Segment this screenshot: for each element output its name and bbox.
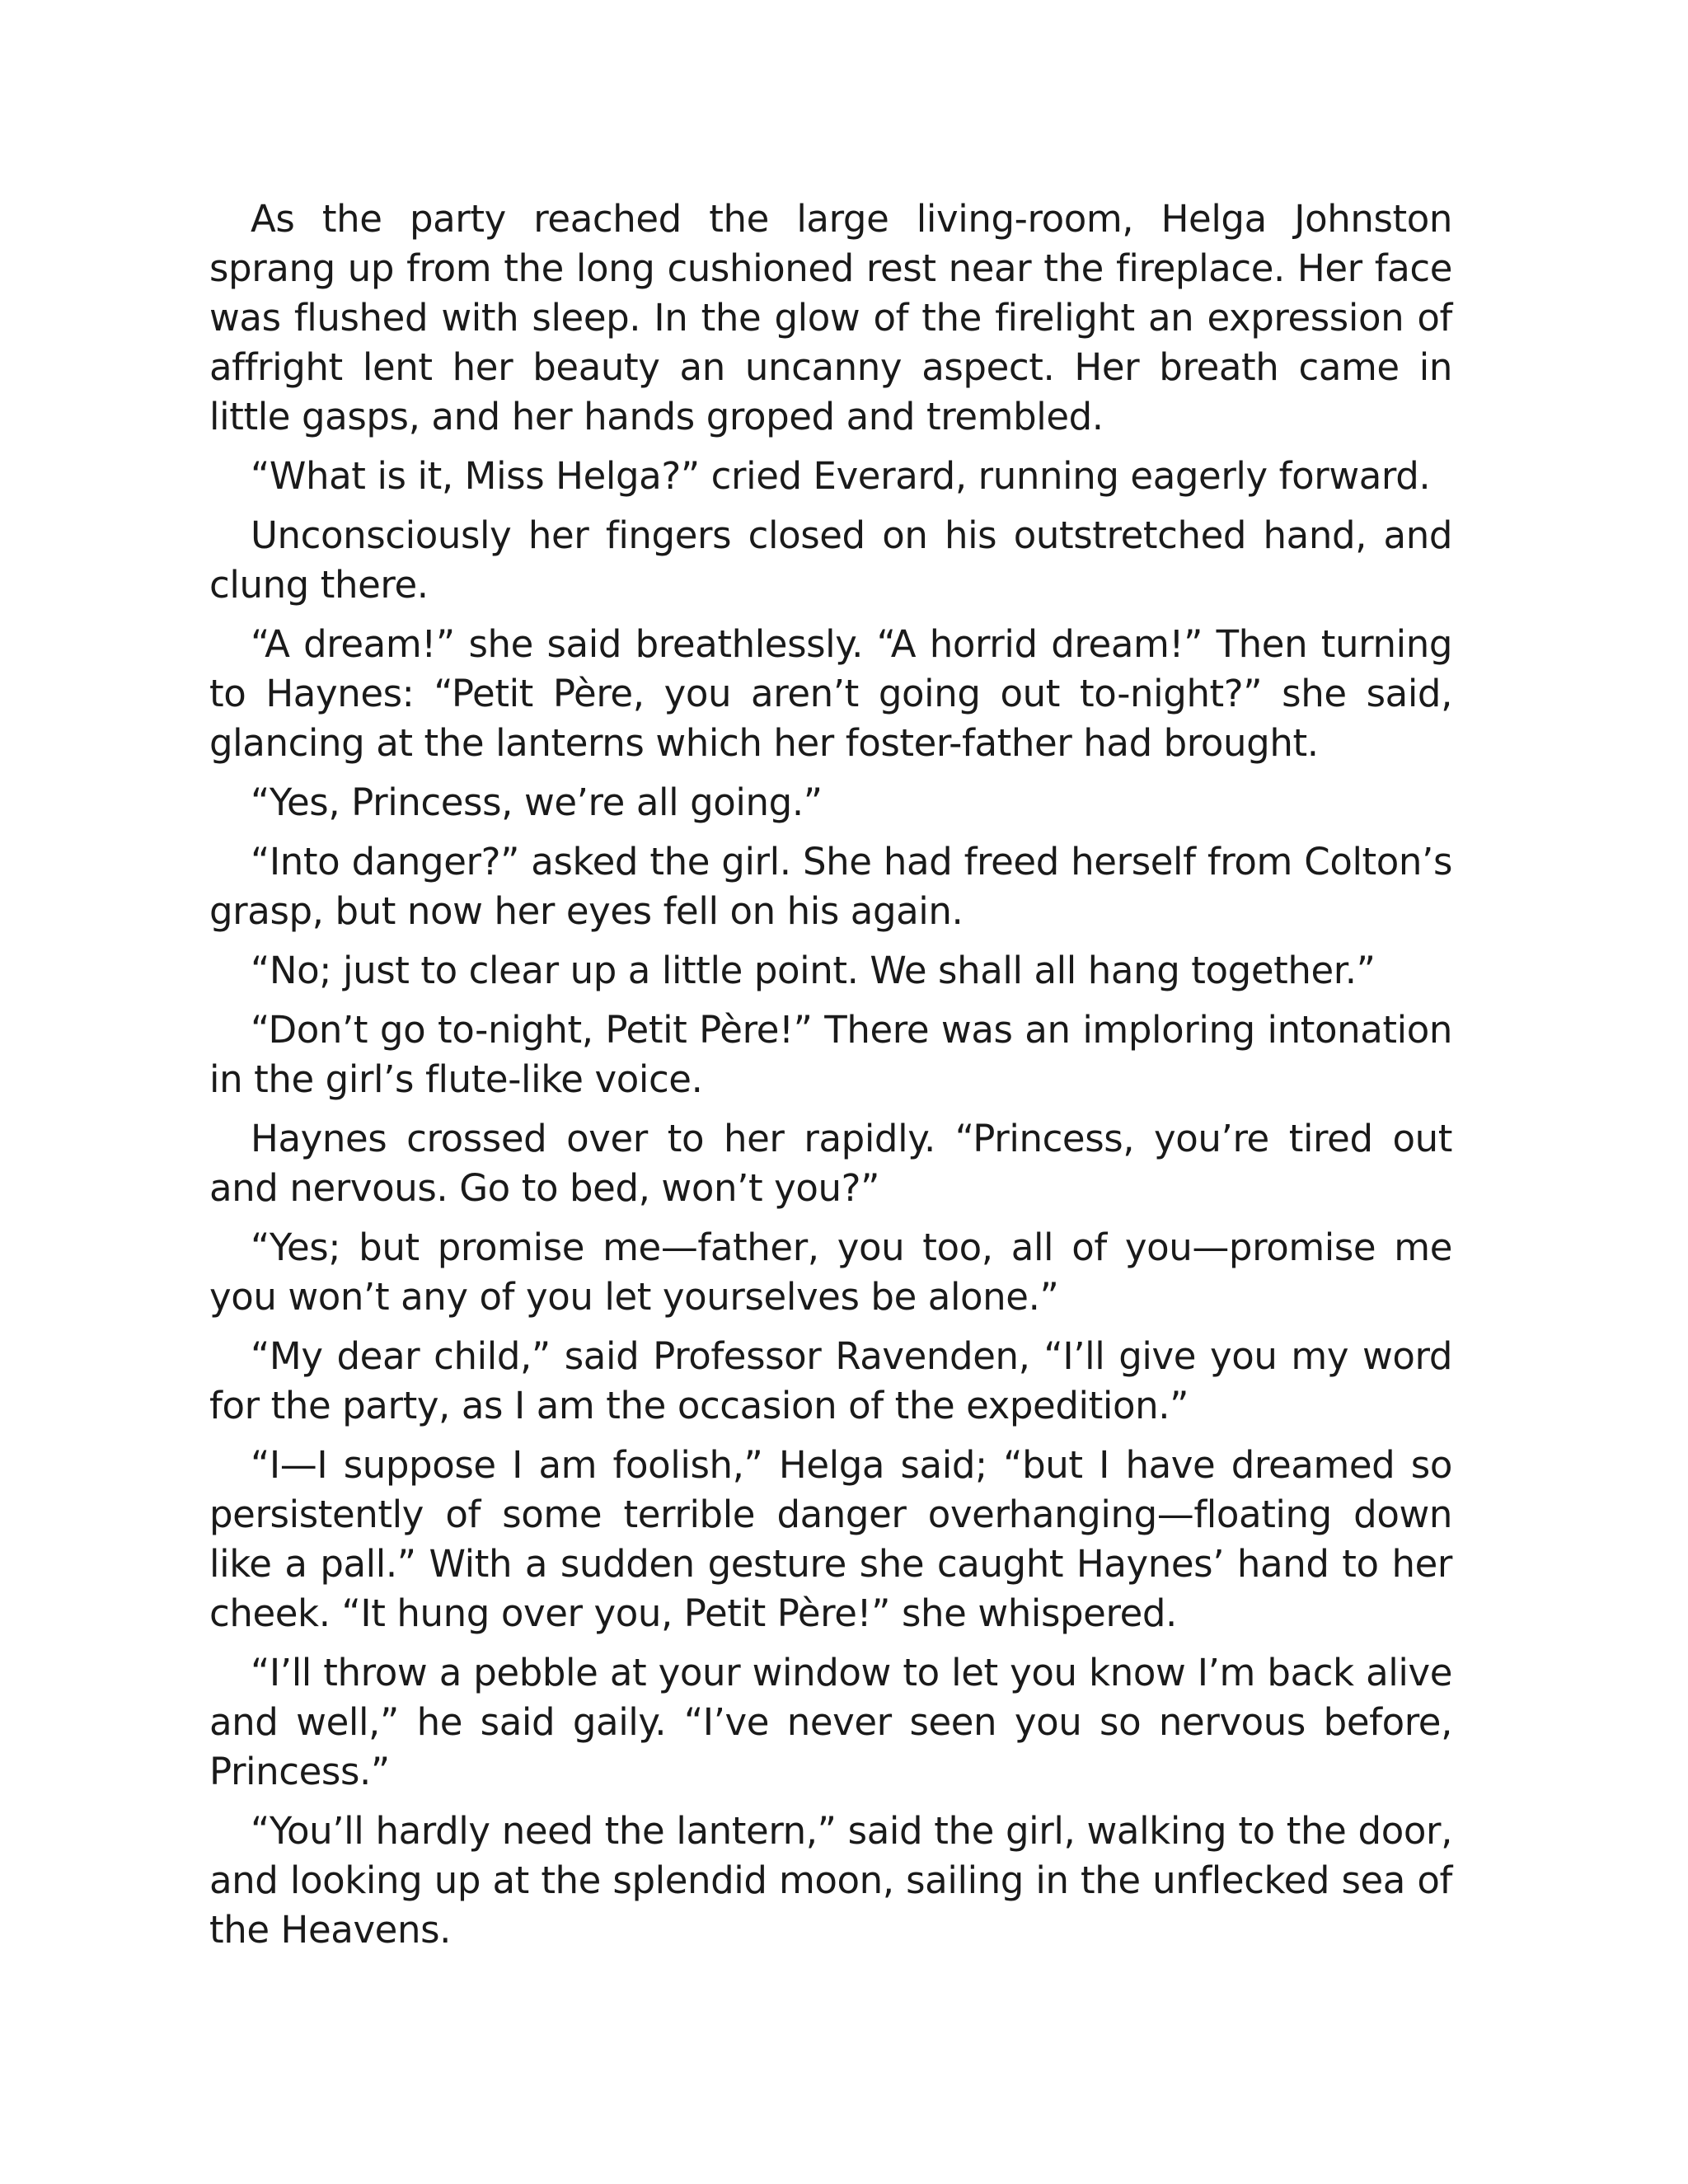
- paragraph: “What is it, Miss Helga?” cried Everard, running eagerly forward.: [251, 454, 1431, 498]
- paragraph: Unconsciously her fingers closed on his outstretched hand, and clung there.: [209, 513, 1452, 607]
- paragraph: As the party reached the large living-room, Helga Johnston sprang up from the long cushioned rest near the fireplace. Her face was flushed with sleep. In the glow of the firelight an expression of affright lent her beauty an uncanny aspect. Her breath came in little gasps, and her hands groped and trembled.: [209, 197, 1452, 438]
- paragraph: “Into danger?” asked the girl. She had freed herself from Colton’s grasp, but now her eyes fell on his again.: [209, 840, 1452, 933]
- paragraph: “I—I suppose I am foolish,” Helga said; “but I have dreamed so persistently of some terrible danger overhanging—floating down like a pall.” With a sudden gesture she caught Haynes’ hand to her cheek. “It hung over you, Petit Père!” she whispered.: [209, 1443, 1452, 1635]
- paragraph: “Don’t go to-night, Petit Père!” There was an imploring intonation in the girl’s flute-like voice.: [209, 1008, 1452, 1101]
- paragraph: “I’ll throw a pebble at your window to let you know I’m back alive and well,” he said gaily. “I’ve never seen you so nervous before, Princess.”: [209, 1651, 1452, 1793]
- paragraph: “A dream!” she said breathlessly. “A horrid dream!” Then turning to Haynes: “Petit Père, you aren’t going out to-night?” she said, glancing at the lanterns which her foster-father had brought.: [209, 622, 1452, 765]
- paragraph: Haynes crossed over to her rapidly. “Princess, you’re tired out and nervous. Go to bed, won’t you?”: [209, 1117, 1452, 1210]
- paragraph: “Yes; but promise me—father, you too, all of you—promise me you won’t any of you let yourselves be alone.”: [209, 1226, 1452, 1319]
- paragraph: “No; just to clear up a little point. We shall all hang together.”: [251, 949, 1376, 992]
- page-text: [209, 194, 1452, 1965]
- paragraph: “My dear child,” said Professor Ravenden, “I’ll give you my word for the party, as I am the occasion of the expedition.”: [209, 1334, 1452, 1427]
- paragraph: “You’ll hardly need the lantern,” said the girl, walking to the door, and looking up at the splendid moon, sailing in the unflecked sea of the Heavens.: [209, 1809, 1452, 1952]
- paragraph: “Yes, Princess, we’re all going.”: [251, 780, 823, 824]
